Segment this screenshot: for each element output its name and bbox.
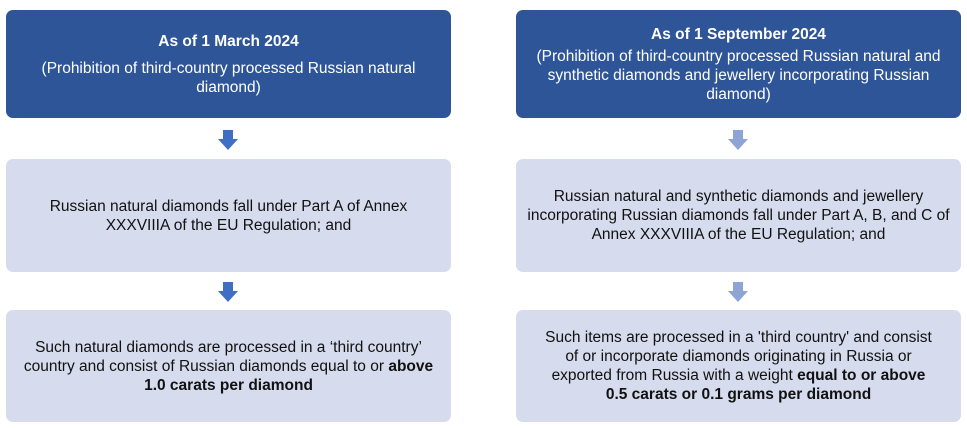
right-arrow-down-icon-1 — [728, 130, 748, 150]
left-step1-text: Russian natural diamonds fall under Part A of Annex XXXVIIIA of the EU Regulation; and — [49, 197, 408, 234]
right-step2-text: Such items are processed in a 'third country' and consist of or incorporate diamonds originating in Russia or exported from Russia with a weight — [545, 329, 932, 384]
left-arrow-1-shape — [218, 130, 238, 150]
left-arrow-down-icon-1 — [218, 130, 238, 150]
right-step2-box — [516, 310, 961, 422]
left-arrow-down-icon-2 — [218, 282, 238, 302]
right-header-subtitle: (Prohibition of third-country processed Russian natural and synthetic diamonds and jewellery incorporating Russian diamond) — [536, 47, 941, 103]
left-step2-paragraph — [16, 338, 441, 395]
left-arrow-2-shape — [218, 282, 238, 302]
right-header-title: As of 1 September 2024 — [651, 25, 826, 43]
left-header-box — [6, 10, 451, 118]
left-step2-text: Such natural diamonds are processed in a ‘third country’ country and consist of Russian diamonds equal to or — [23, 338, 422, 375]
left-header-subtitle: (Prohibition of third-country processed Russian natural diamond) — [41, 59, 416, 96]
right-step2-bold: equal to or above 0.5 carats or 0.1 grams per diamond — [605, 367, 926, 403]
left-step1-box — [6, 159, 451, 272]
left-step2-box — [6, 310, 451, 422]
right-arrow-down-icon-2 — [728, 282, 748, 302]
right-header-box — [516, 10, 961, 118]
right-arrow-1-shape — [728, 130, 748, 150]
right-step2-paragraph — [526, 328, 951, 404]
right-step1-box — [516, 159, 961, 272]
left-step2-bold: above 1.0 carats per diamond — [144, 357, 434, 394]
right-arrow-2-shape — [728, 282, 748, 302]
right-step1-text: Russian natural and synthetic diamonds and jewellery incorporating Russian diamonds fall under Part A, B, and C of Annex XXXVIIIA of the EU Regulation; and — [527, 188, 950, 243]
left-header-title: As of 1 March 2024 — [158, 32, 299, 50]
